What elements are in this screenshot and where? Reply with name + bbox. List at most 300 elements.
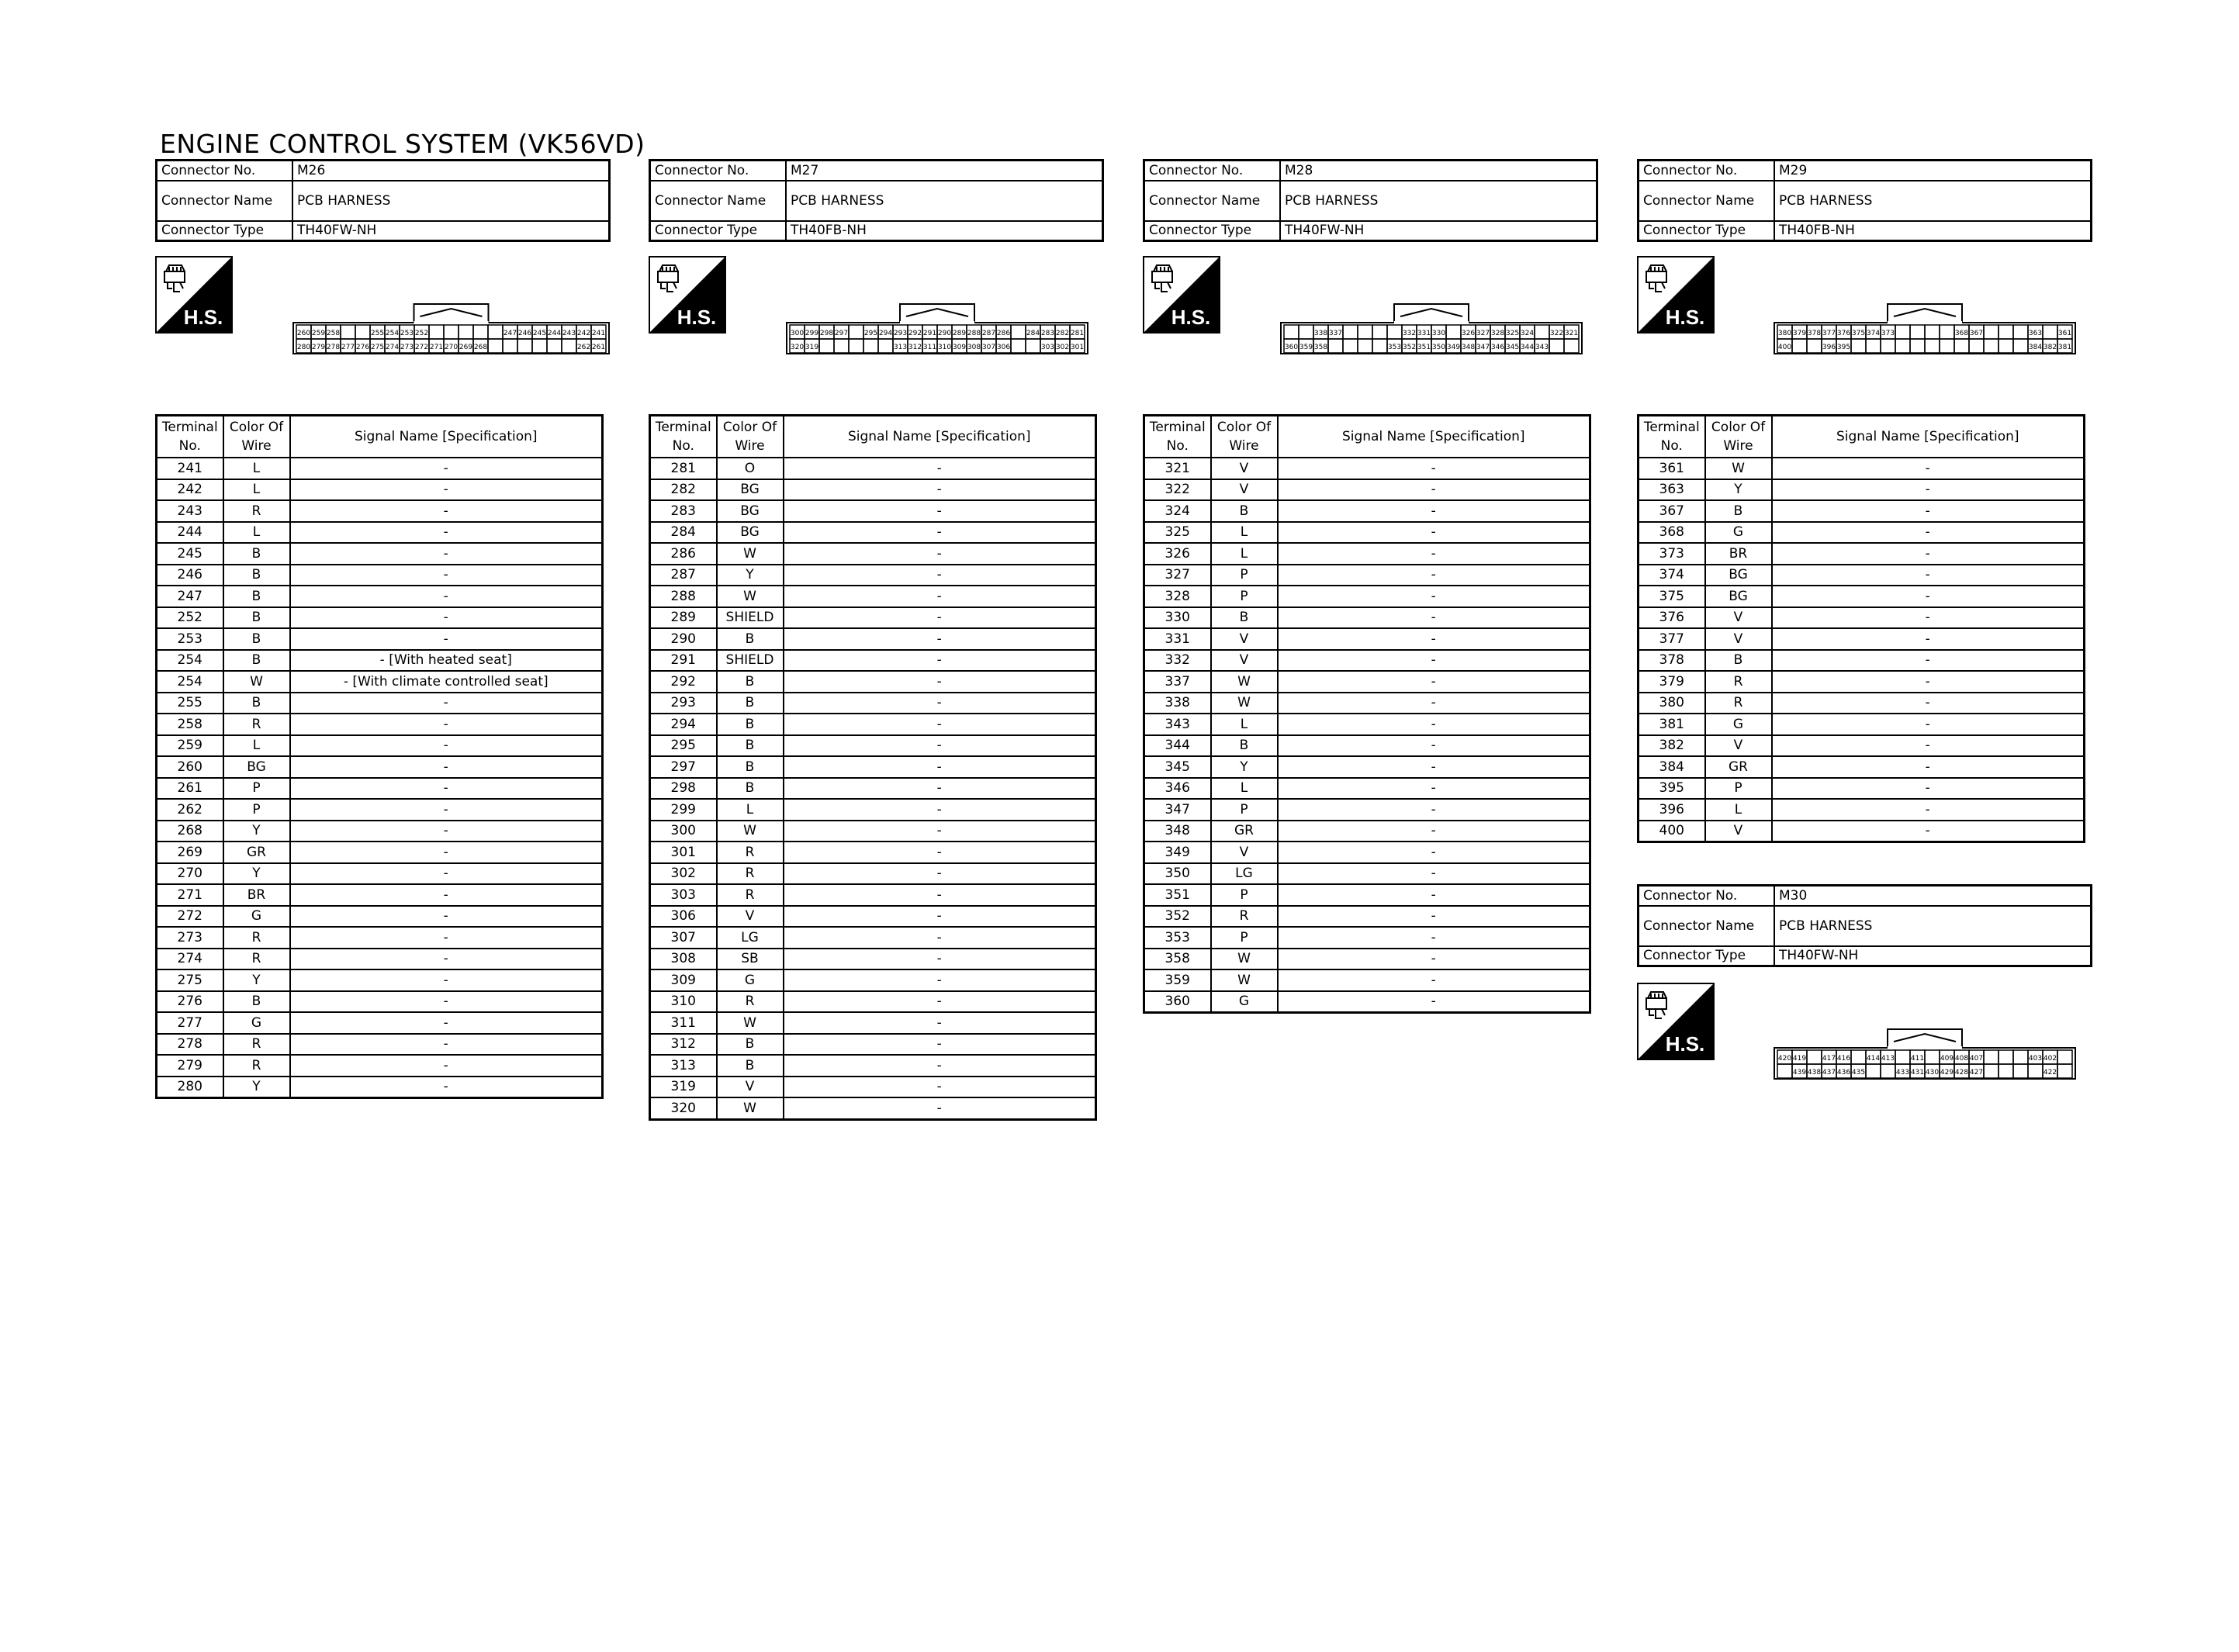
pin-number: 276 xyxy=(355,344,370,351)
signal-name: - xyxy=(290,607,603,629)
pin-number: 413 xyxy=(1881,1055,1895,1063)
signal-name: - xyxy=(784,863,1096,885)
terminal-no: 297 xyxy=(650,756,717,778)
pin-number: 278 xyxy=(326,344,341,351)
signal-name: - xyxy=(290,863,603,885)
table-row xyxy=(1144,650,1590,672)
signal-name: - xyxy=(784,671,1096,693)
table-row xyxy=(650,778,1096,800)
connector-face-m28 xyxy=(1280,302,1583,354)
connector-name-value: PCB HARNESS xyxy=(1280,181,1597,221)
table-row xyxy=(157,756,603,778)
wire-color: SB xyxy=(717,949,784,970)
pin-number: 245 xyxy=(532,330,547,337)
pin-number: 343 xyxy=(1535,344,1549,351)
pin-number: 294 xyxy=(878,330,893,337)
pin-number: 351 xyxy=(1417,344,1431,351)
signal-name: - xyxy=(1772,458,2085,479)
hs-connector-icon xyxy=(1637,256,1715,334)
wire-color: B xyxy=(717,778,784,800)
terminal-no: 252 xyxy=(157,607,223,629)
signal-name: - xyxy=(290,628,603,650)
wire-color: W xyxy=(1211,969,1278,991)
signal-name: - xyxy=(784,799,1096,821)
pin-number: 439 xyxy=(1792,1069,1807,1077)
wire-color: Y xyxy=(223,821,290,842)
terminal-no: 254 xyxy=(157,650,223,672)
wire-color: Y xyxy=(223,1077,290,1098)
pin-number: 420 xyxy=(1777,1055,1792,1063)
signal-name: - xyxy=(290,906,603,928)
wire-color: B xyxy=(717,756,784,778)
pin-number: 307 xyxy=(981,344,996,351)
signal-name: - xyxy=(290,714,603,735)
wire-color: G xyxy=(1705,714,1772,735)
signal-name: - xyxy=(1278,821,1590,842)
connector-name-value: PCB HARNESS xyxy=(786,181,1103,221)
pin-number: 349 xyxy=(1446,344,1461,351)
table-row xyxy=(157,565,603,586)
wire-color: P xyxy=(1211,884,1278,906)
wire-color: R xyxy=(717,991,784,1013)
terminal-no: 289 xyxy=(650,607,717,629)
connector-name-value: PCB HARNESS xyxy=(1774,181,2092,221)
signal-name: - xyxy=(1772,714,2085,735)
connector-name-label: Connector Name xyxy=(1639,181,1775,221)
hs-connector-icon xyxy=(155,256,233,334)
terminal-no: 307 xyxy=(650,927,717,949)
wire-color: V xyxy=(717,1077,784,1098)
signal-name: - xyxy=(784,1034,1096,1056)
terminal-no: 284 xyxy=(650,522,717,544)
connector-name-value: PCB HARNESS xyxy=(292,181,610,221)
connector-type-value: TH40FW-NH xyxy=(292,221,610,241)
terminal-no: 309 xyxy=(650,969,717,991)
table-row xyxy=(1144,756,1590,778)
table-row xyxy=(650,458,1096,479)
signal-name: - xyxy=(1278,906,1590,928)
signal-name: - xyxy=(290,693,603,714)
terminal-no: 295 xyxy=(650,735,717,757)
wire-color: R xyxy=(1705,671,1772,693)
table-row xyxy=(1639,756,2085,778)
pin-number: 306 xyxy=(996,344,1011,351)
signal-name: - xyxy=(290,778,603,800)
table-row xyxy=(650,884,1096,906)
signal-name: - xyxy=(1772,522,2085,544)
signal-name: - xyxy=(290,949,603,970)
terminal-table-m28 xyxy=(1143,414,1591,1014)
signal-name: - xyxy=(290,479,603,501)
terminal-no: 270 xyxy=(157,863,223,885)
pin-number: 376 xyxy=(1836,330,1851,337)
hs-logo-text: H.S. xyxy=(1665,306,1705,329)
terminal-no: 299 xyxy=(650,799,717,821)
signal-name: - xyxy=(784,756,1096,778)
connector-face-m26 xyxy=(292,302,610,354)
pin-number: 272 xyxy=(414,344,429,351)
terminal-no: 395 xyxy=(1639,778,1705,800)
terminal-no: 331 xyxy=(1144,628,1211,650)
pin-number: 373 xyxy=(1881,330,1895,337)
wire-color: B xyxy=(223,693,290,714)
signal-name: - xyxy=(1278,500,1590,522)
wire-color: W xyxy=(223,671,290,693)
terminal-no: 374 xyxy=(1639,565,1705,586)
table-row xyxy=(1144,522,1590,544)
wire-color: V xyxy=(1211,458,1278,479)
terminal-no: 330 xyxy=(1144,607,1211,629)
table-row xyxy=(1639,735,2085,757)
signal-name: - xyxy=(784,693,1096,714)
pin-number: 242 xyxy=(576,330,591,337)
signal-name: - xyxy=(1278,671,1590,693)
pin-number: 290 xyxy=(937,330,952,337)
wire-color: W xyxy=(1211,949,1278,970)
signal-name: - xyxy=(784,927,1096,949)
terminal-no: 308 xyxy=(650,949,717,970)
terminal-no: 300 xyxy=(650,821,717,842)
table-row xyxy=(650,671,1096,693)
table-row xyxy=(157,799,603,821)
terminal-no: 321 xyxy=(1144,458,1211,479)
terminal-no: 302 xyxy=(650,863,717,885)
terminal-no: 243 xyxy=(157,500,223,522)
hs-logo-text: H.S. xyxy=(677,306,717,329)
pin-number: 243 xyxy=(562,330,576,337)
pin-number: 367 xyxy=(1969,330,1984,337)
signal-name: - xyxy=(1278,991,1590,1013)
table-row xyxy=(650,991,1096,1013)
wire-color: B xyxy=(717,693,784,714)
wire-color: BG xyxy=(1705,565,1772,586)
table-row xyxy=(157,543,603,565)
signal-name: - xyxy=(784,543,1096,565)
pin-number: 346 xyxy=(1490,344,1505,351)
pin-number: 417 xyxy=(1822,1055,1836,1063)
terminal-no: 310 xyxy=(650,991,717,1013)
signal-name: - xyxy=(290,1034,603,1056)
pin-number: 255 xyxy=(370,330,385,337)
pin-number: 299 xyxy=(805,330,819,337)
signal-name: - xyxy=(290,500,603,522)
terminal-no: 320 xyxy=(650,1097,717,1119)
table-row xyxy=(650,650,1096,672)
table-row xyxy=(1639,586,2085,607)
wire-color: BR xyxy=(1705,543,1772,565)
signal-name: - xyxy=(1278,458,1590,479)
signal-name: - xyxy=(1772,671,2085,693)
wire-color: Y xyxy=(223,863,290,885)
table-row xyxy=(650,586,1096,607)
signal-name: - xyxy=(290,735,603,757)
signal-name: - xyxy=(784,842,1096,863)
signal-name: - xyxy=(1772,565,2085,586)
terminal-no: 288 xyxy=(650,586,717,607)
connector-info-m26 xyxy=(155,159,611,242)
terminal-no: 279 xyxy=(157,1055,223,1077)
pin-number: 360 xyxy=(1284,344,1299,351)
table-row xyxy=(157,863,603,885)
table-row xyxy=(650,756,1096,778)
table-row xyxy=(157,1034,603,1056)
signal-name: - xyxy=(1278,863,1590,885)
table-row xyxy=(650,1012,1096,1034)
signal-name: - xyxy=(1278,607,1590,629)
table-row xyxy=(650,714,1096,735)
pin-number: 379 xyxy=(1792,330,1807,337)
signal-name: - xyxy=(784,991,1096,1013)
terminal-no: 246 xyxy=(157,565,223,586)
terminal-no: 396 xyxy=(1639,799,1705,821)
terminal-no: 379 xyxy=(1639,671,1705,693)
wire-color: R xyxy=(223,949,290,970)
wire-color: B xyxy=(223,991,290,1013)
pin-number: 374 xyxy=(1866,330,1881,337)
table-row xyxy=(1144,671,1590,693)
signal-name: - xyxy=(1772,479,2085,501)
wire-color: P xyxy=(1211,586,1278,607)
hs-connector-icon xyxy=(1637,983,1715,1060)
table-row xyxy=(650,500,1096,522)
pin-number: 295 xyxy=(863,330,878,337)
table-row xyxy=(650,969,1096,991)
wire-color: B xyxy=(717,1055,784,1077)
pin-number: 345 xyxy=(1505,344,1520,351)
table-row xyxy=(650,565,1096,586)
pin-number: 436 xyxy=(1836,1069,1851,1077)
terminal-no: 301 xyxy=(650,842,717,863)
terminal-no: 286 xyxy=(650,543,717,565)
signal-name: - xyxy=(1772,650,2085,672)
terminal-no: 376 xyxy=(1639,607,1705,629)
pin-number: 408 xyxy=(1954,1055,1969,1063)
terminal-no: 351 xyxy=(1144,884,1211,906)
table-row xyxy=(157,458,603,479)
terminal-no: 380 xyxy=(1639,693,1705,714)
table-row xyxy=(157,969,603,991)
table-row xyxy=(157,500,603,522)
terminal-no: 343 xyxy=(1144,714,1211,735)
signal-name: - [With climate controlled seat] xyxy=(290,671,603,693)
pin-number: 332 xyxy=(1402,330,1417,337)
table-header xyxy=(650,416,1096,458)
terminal-no: 260 xyxy=(157,756,223,778)
signal-name: - xyxy=(290,458,603,479)
signal-name: - xyxy=(290,522,603,544)
pin-number: 292 xyxy=(908,330,922,337)
table-row xyxy=(157,1055,603,1077)
terminal-no: 292 xyxy=(650,671,717,693)
terminal-no: 281 xyxy=(650,458,717,479)
terminal-no: 277 xyxy=(157,1012,223,1034)
wire-color: B xyxy=(717,1034,784,1056)
table-row xyxy=(650,1055,1096,1077)
signal-name: - xyxy=(784,821,1096,842)
connector-name-label: Connector Name xyxy=(157,181,293,221)
signal-name: - xyxy=(1772,821,2085,842)
terminal-no: 255 xyxy=(157,693,223,714)
signal-name: - xyxy=(1278,650,1590,672)
terminal-no: 269 xyxy=(157,842,223,863)
signal-name: - xyxy=(784,650,1096,672)
wire-color: GR xyxy=(1705,756,1772,778)
wire-color: G xyxy=(1705,522,1772,544)
pin-number: 282 xyxy=(1055,330,1070,337)
wire-color: P xyxy=(223,778,290,800)
pin-number: 358 xyxy=(1313,344,1328,351)
wire-color: Y xyxy=(1705,479,1772,501)
wire-color: P xyxy=(1211,799,1278,821)
signal-name: - xyxy=(290,991,603,1013)
pin-number: 414 xyxy=(1866,1055,1881,1063)
terminal-no: 311 xyxy=(650,1012,717,1034)
table-row xyxy=(1639,543,2085,565)
signal-name: - xyxy=(784,735,1096,757)
table-row xyxy=(1144,565,1590,586)
table-row xyxy=(1144,799,1590,821)
wire-color: R xyxy=(1211,906,1278,928)
terminal-no: 280 xyxy=(157,1077,223,1098)
connector-name-label: Connector Name xyxy=(1144,181,1281,221)
signal-name-header: Signal Name [Specification] xyxy=(784,416,1096,458)
signal-name: - xyxy=(1772,756,2085,778)
terminal-no: 363 xyxy=(1639,479,1705,501)
terminal-no: 375 xyxy=(1639,586,1705,607)
terminal-no: 254 xyxy=(157,671,223,693)
wire-color: L xyxy=(1211,543,1278,565)
terminal-no: 274 xyxy=(157,949,223,970)
hs-logo-text: H.S. xyxy=(183,306,223,329)
connector-name-label: Connector Name xyxy=(1639,906,1775,946)
pin-number: 327 xyxy=(1476,330,1490,337)
pin-number: 289 xyxy=(952,330,967,337)
terminal-no: 344 xyxy=(1144,735,1211,757)
terminal-no: 328 xyxy=(1144,586,1211,607)
terminal-no: 259 xyxy=(157,735,223,757)
table-row xyxy=(650,927,1096,949)
connector-type-label: Connector Type xyxy=(1144,221,1281,241)
table-row xyxy=(1144,500,1590,522)
terminal-table-m26 xyxy=(155,414,604,1099)
signal-name: - xyxy=(784,1055,1096,1077)
table-row xyxy=(650,628,1096,650)
table-row xyxy=(650,693,1096,714)
table-row xyxy=(1144,607,1590,629)
pin-number: 353 xyxy=(1387,344,1402,351)
pin-number: 428 xyxy=(1954,1069,1969,1077)
wire-color: B xyxy=(1211,500,1278,522)
terminal-no: 368 xyxy=(1639,522,1705,544)
signal-name: - xyxy=(784,586,1096,607)
connector-no-label: Connector No. xyxy=(1144,161,1281,181)
table-row xyxy=(1639,500,2085,522)
table-row xyxy=(650,607,1096,629)
wire-color: G xyxy=(1211,991,1278,1013)
table-row xyxy=(1144,586,1590,607)
table-row xyxy=(1144,778,1590,800)
signal-name-header: Signal Name [Specification] xyxy=(1278,416,1590,458)
signal-name: - xyxy=(1278,565,1590,586)
wire-color: V xyxy=(1211,650,1278,672)
pin-number: 347 xyxy=(1476,344,1490,351)
wire-color: W xyxy=(1705,458,1772,479)
wire-color: L xyxy=(223,522,290,544)
terminal-no: 349 xyxy=(1144,842,1211,863)
table-row xyxy=(1144,543,1590,565)
pin-number: 277 xyxy=(341,344,355,351)
table-row xyxy=(157,906,603,928)
table-row xyxy=(1144,906,1590,928)
connector-no-value: M28 xyxy=(1280,161,1597,181)
pin-number: 303 xyxy=(1040,344,1055,351)
table-row xyxy=(1639,458,2085,479)
pin-number: 382 xyxy=(2043,344,2057,351)
table-row xyxy=(1639,714,2085,735)
wire-color: R xyxy=(223,1055,290,1077)
terminal-no: 253 xyxy=(157,628,223,650)
wire-color: V xyxy=(1211,479,1278,501)
pin-number: 301 xyxy=(1070,344,1085,351)
pin-number: 396 xyxy=(1822,344,1836,351)
table-row xyxy=(157,693,603,714)
table-row xyxy=(1639,778,2085,800)
wire-color: BG xyxy=(223,756,290,778)
table-row xyxy=(157,927,603,949)
wire-color: W xyxy=(1211,693,1278,714)
connector-type-value: TH40FW-NH xyxy=(1774,946,2092,966)
pin-number: 352 xyxy=(1402,344,1417,351)
pin-number: 422 xyxy=(2043,1069,2057,1077)
wire-color: BR xyxy=(223,884,290,906)
wire-color: B xyxy=(717,671,784,693)
terminal-no: 273 xyxy=(157,927,223,949)
pin-number: 331 xyxy=(1417,330,1431,337)
signal-name: - xyxy=(784,500,1096,522)
terminal-no: 345 xyxy=(1144,756,1211,778)
table-row xyxy=(157,1077,603,1098)
pin-number: 279 xyxy=(311,344,326,351)
signal-name: - xyxy=(290,821,603,842)
wire-color: L xyxy=(717,799,784,821)
terminal-no: 276 xyxy=(157,991,223,1013)
pin-number: 247 xyxy=(503,330,517,337)
terminal-no: 261 xyxy=(157,778,223,800)
terminal-no: 360 xyxy=(1144,991,1211,1013)
pin-number: 275 xyxy=(370,344,385,351)
terminal-no: 290 xyxy=(650,628,717,650)
terminal-no-header: Terminal No. xyxy=(157,416,223,458)
terminal-table-m27 xyxy=(649,414,1097,1121)
pin-number: 311 xyxy=(922,344,937,351)
pin-number: 284 xyxy=(1026,330,1040,337)
wire-color: BG xyxy=(1705,586,1772,607)
pin-number: 350 xyxy=(1431,344,1446,351)
table-row xyxy=(157,735,603,757)
terminal-no: 282 xyxy=(650,479,717,501)
wire-color: R xyxy=(223,1034,290,1056)
signal-name: - xyxy=(290,586,603,607)
signal-name: - xyxy=(1278,586,1590,607)
connector-type-label: Connector Type xyxy=(1639,221,1775,241)
pin-number: 433 xyxy=(1895,1069,1910,1077)
table-row xyxy=(1639,693,2085,714)
pin-number: 297 xyxy=(834,330,849,337)
pin-number: 380 xyxy=(1777,330,1792,337)
terminal-no: 268 xyxy=(157,821,223,842)
table-row xyxy=(1144,927,1590,949)
signal-name: - xyxy=(1278,927,1590,949)
